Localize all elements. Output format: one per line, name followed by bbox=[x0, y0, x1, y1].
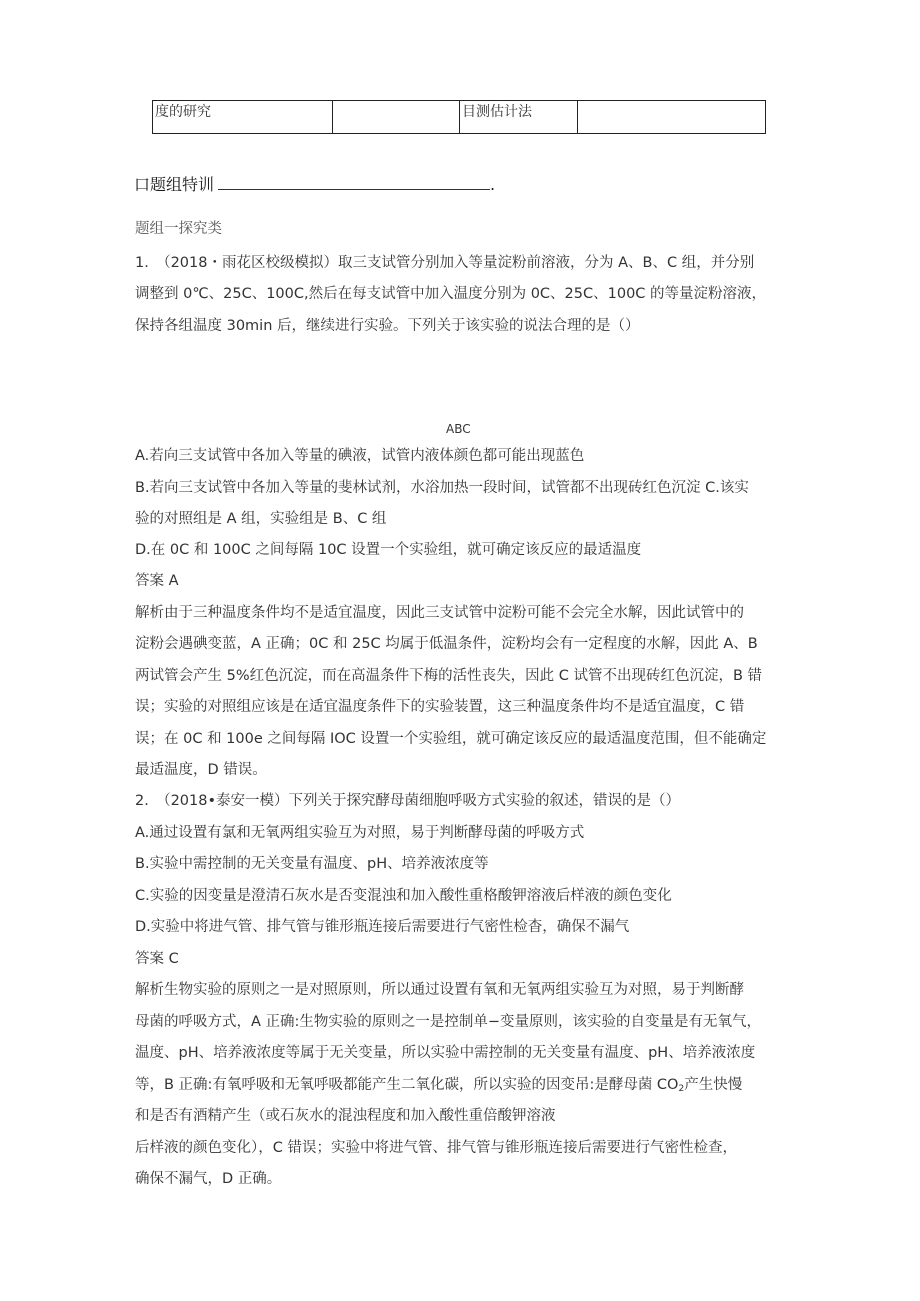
q1-option: 验的对照组是 A 组，实验组是 B、C 组 bbox=[135, 511, 387, 527]
table-cell bbox=[578, 101, 766, 134]
q2-analysis-line: 母菌的呼吸方式，A 正确:生物实验的原则之一是控制单−变量原则，该实验的自变量是有无氧气， bbox=[135, 1014, 762, 1030]
table-cell: 目测估计法 bbox=[460, 101, 578, 134]
section-suffix: . bbox=[490, 175, 496, 194]
table-cell: 度的研究 bbox=[153, 101, 333, 134]
q1-analysis-line: 解析由于三种温度条件均不是适宜温度，因此三支试管中淀粉可能不会完全水解，因此试管中的 bbox=[135, 605, 744, 621]
section-heading bbox=[134, 172, 495, 195]
q1-analysis-line: 误；在 0C 和 100e 之间每隔 IOC 设置一个实验组，就可确定该反应的最适温度范围，但不能确定 bbox=[135, 731, 767, 747]
q1-stem-line: 调整到 0℃、25C、100C,然后在每支试管中加入温度分别为 0C、25C、100C 的等量淀粉溶液， bbox=[135, 286, 767, 302]
q2-answer: 答案 C bbox=[135, 951, 179, 967]
blank-rule bbox=[218, 175, 490, 190]
q2-analysis-tail: 产生快慢 bbox=[684, 1077, 743, 1093]
q2-option: A.通过设置有氯和无氧两组实验互为对照，易于判断酵母菌的呼吸方式 bbox=[135, 825, 585, 841]
method-table bbox=[152, 100, 766, 134]
q2-analysis-line: 解析生物实验的原则之一是对照原则，所以通过设置有氧和无氧两组实验互为对照，易于判断酵 bbox=[135, 982, 744, 998]
q1-analysis-line: 两试管会产生 5%红色沉淀，而在高温条件下梅的活性丧失，因此 C 试管不出现砖红色沉淀，B 错 bbox=[135, 668, 763, 684]
q2-option: D.实验中将进气管、排气管与锥形瓶连接后需要进行气密性检杳，确保不漏气 bbox=[135, 919, 630, 935]
q2-analysis-line: 确保不漏气，D 正确。 bbox=[135, 1171, 282, 1187]
q2-analysis-text: 等，B 正确:有氧呼吸和无氧呼吸都能产生二氧化碳，所以实验的因变吊:是酵母菌 CO bbox=[135, 1077, 679, 1093]
q1-option: B.若向三支试管中各加入等量的斐林试剂，水浴加热一段时间，试管都不出现砖红色沉淀 C.该实 bbox=[135, 480, 749, 496]
q1-option: D.在 0C 和 100C 之间每隔 10C 设置一个实验组，就可确定该反应的最适温度 bbox=[135, 542, 642, 558]
q2-stem: 2. （2018•泰安一模）下列关于探究酵母菌细胞呼吸方式实验的叙述，错误的是（） bbox=[135, 793, 681, 809]
q2-analysis-line-co2 bbox=[135, 1075, 742, 1099]
q2-analysis-line: 温度、pH、培养液浓度等属于无关变量，所以实验中需控制的无关变量有温度、pH、培养液浓度 bbox=[135, 1045, 756, 1061]
q2-analysis-line: 后样液的颜色变化），C 错误；实验中将进气管、排气管与锥形瓶连接后需要进行气密性检查， bbox=[135, 1140, 737, 1156]
q1-answer: 答案 A bbox=[135, 573, 179, 589]
q1-stem-line: 1. （2018・雨花区校级模拟）取三支试管分别加入等量淀粉前溶液，分为 A、B、C 组，并分别 bbox=[135, 255, 755, 271]
q2-option: B.实验中需控制的无关变量有温度、pH、培养液浓度等 bbox=[135, 856, 489, 872]
q1-option: A.若向三支试管中各加入等量的碘液，试管内液体颜色都可能出现蓝色 bbox=[135, 448, 585, 464]
q1-analysis-line: 误；实验的对照组应该是在适宜温度条件下的实验装置，这三种温度条件均不是适宜温度，C 错 bbox=[135, 699, 745, 715]
q1-stem-line: 保持各组温度 30min 后，继续进行实验。下列关于该实验的说法合理的是（） bbox=[135, 318, 640, 334]
figure-label: ABC bbox=[446, 422, 471, 436]
section-title: 口题组特训 bbox=[134, 175, 215, 194]
co2-subscript: 2 bbox=[678, 1084, 685, 1094]
q2-analysis-line: 和是否有酒精产生（或石灰水的混浊程度和加入酸性重倍酸钾溶液 bbox=[135, 1108, 556, 1124]
q1-analysis-line: 最适温度，D 错误。 bbox=[135, 762, 267, 778]
subheading: 题组一探究类 bbox=[135, 221, 222, 237]
q1-analysis-line: 淀粉会遇碘变蓝，A 正确；0C 和 25C 均属于低温条件，淀粉均会有一定程度的水解，因此 A、B bbox=[135, 636, 758, 652]
q2-option: C.实验的因变量是澄清石灰水是否变混浊和加入酸性重格酸钾溶液后样液的颜色变化 bbox=[135, 888, 672, 904]
table-row bbox=[153, 101, 766, 134]
table-cell bbox=[333, 101, 460, 134]
